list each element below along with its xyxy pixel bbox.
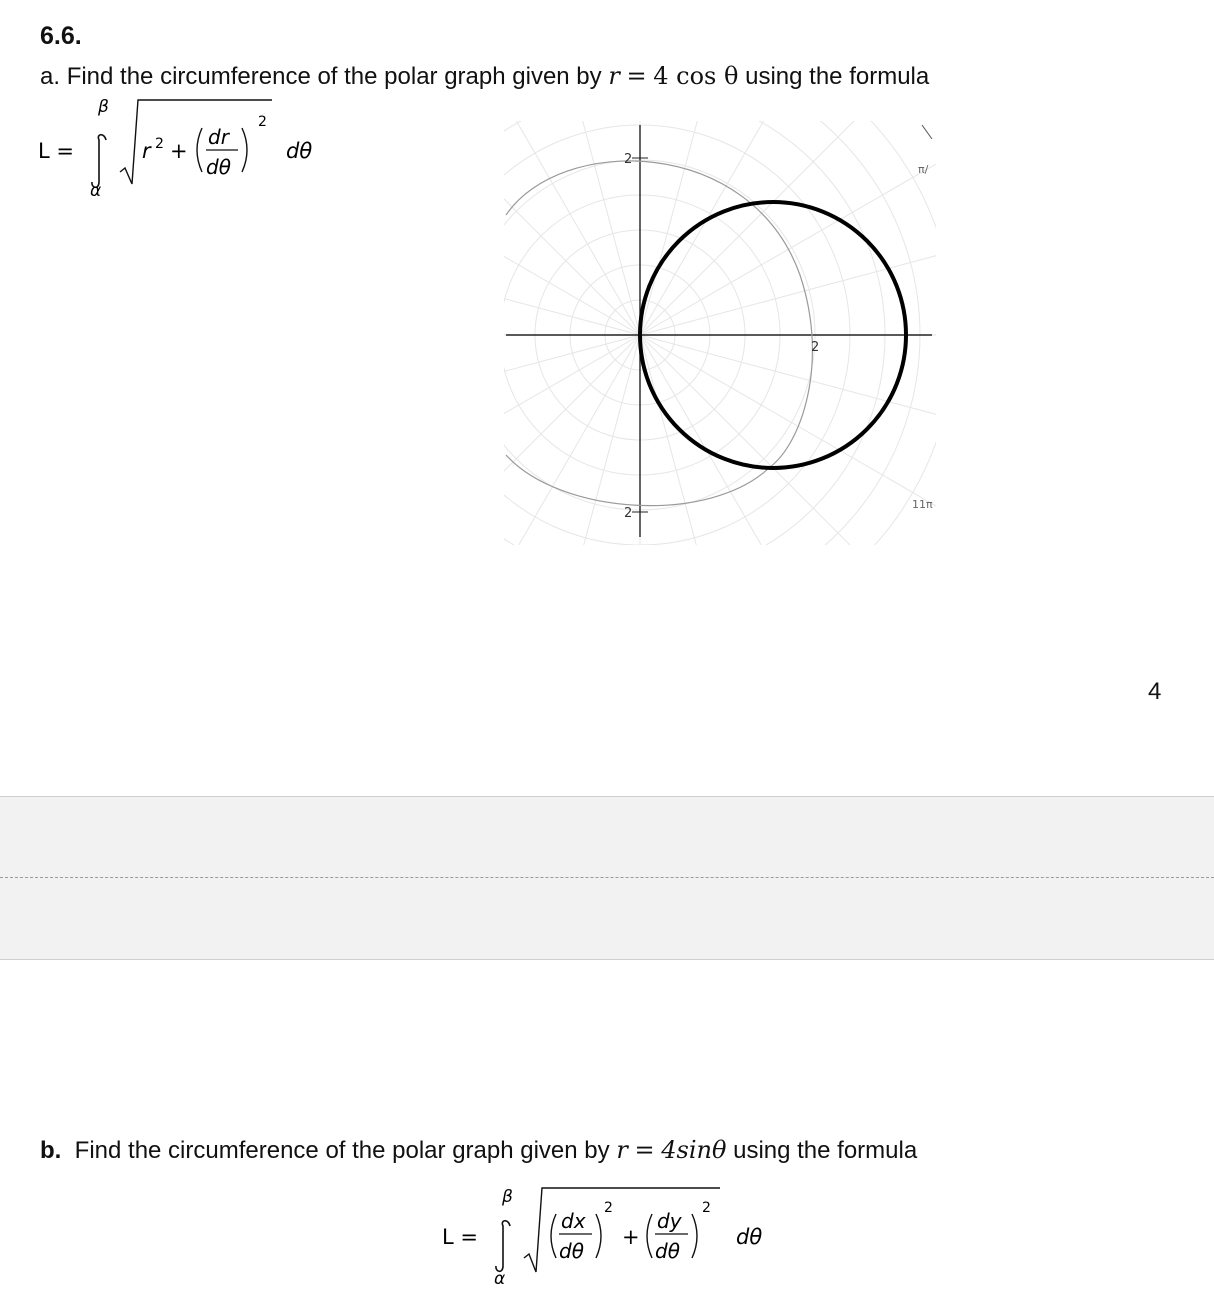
page-break-line <box>0 877 1214 878</box>
integral-sign <box>496 1221 510 1272</box>
lower-limit: α <box>90 181 102 201</box>
right-paren-2 <box>692 1214 697 1258</box>
grid-ray <box>640 335 940 545</box>
plus-sign: + <box>170 139 188 163</box>
polar-grid <box>500 115 940 545</box>
reference-arc <box>506 161 812 506</box>
upper-limit: β <box>98 97 109 117</box>
y-tick-label-top: 2 <box>624 152 633 167</box>
formula-lhs: L = <box>38 139 74 163</box>
grid-ray <box>640 335 940 545</box>
term-r: r <box>142 139 151 163</box>
grid-ring <box>500 115 885 545</box>
right-paren <box>242 128 247 172</box>
part-a-text-before: Find the circumference of the polar graph given by <box>66 63 602 90</box>
y-tick-label-bottom: 2 <box>624 506 633 521</box>
part-a-text-after: using the formula <box>745 63 930 90</box>
grid-ray <box>500 115 640 335</box>
term-r-exp: 2 <box>155 136 164 152</box>
lower-limit: α <box>494 1269 506 1289</box>
upper-limit: β <box>502 1187 513 1207</box>
grid-ray <box>640 115 940 335</box>
part-b-question <box>40 1136 917 1165</box>
left-paren-2 <box>647 1214 652 1258</box>
frac1-exp: 2 <box>604 1200 613 1216</box>
frac-exp: 2 <box>258 114 267 130</box>
part-b-eq-lhs: r <box>616 1136 628 1164</box>
differential: dθ <box>736 1225 763 1249</box>
grid-ray <box>500 115 640 335</box>
frac-num: dr <box>208 125 229 149</box>
frac-den: dθ <box>206 155 231 179</box>
angle-label-top: π/ <box>918 163 929 176</box>
angle-label-bottom: 11π <box>912 498 933 511</box>
part-a-question <box>40 62 929 91</box>
part-b-formula <box>440 1180 780 1290</box>
frac1-den: dθ <box>559 1239 584 1263</box>
differential: dθ <box>286 139 313 163</box>
frac2-exp: 2 <box>702 1200 711 1216</box>
part-b-label: b. <box>40 1137 62 1164</box>
formula-lhs: L = <box>442 1225 478 1249</box>
part-b-eq-sign: = <box>634 1136 655 1164</box>
part-b-text-after: using the formula <box>733 1137 918 1164</box>
part-a-label: a. <box>40 63 61 90</box>
grid-ray <box>640 115 940 335</box>
grid-ray <box>500 115 640 335</box>
frac2-den: dθ <box>655 1239 680 1263</box>
frac1-num: dx <box>561 1209 586 1233</box>
part-b-eq-rhs: 4sinθ <box>661 1136 727 1164</box>
left-paren-1 <box>551 1214 556 1258</box>
plus-sign: + <box>622 1225 640 1249</box>
part-a-eq-lhs: r <box>608 62 620 90</box>
part-a-eq-rhs: 4 cos θ <box>653 62 739 90</box>
grid-ray <box>500 115 640 335</box>
angle-mark-top <box>922 125 932 139</box>
page-break-band <box>0 796 1214 960</box>
grid-ray <box>640 335 940 545</box>
part-b-text-before: Find the circumference of the polar graph given by <box>74 1137 610 1164</box>
x-tick-label: 2 <box>811 340 820 355</box>
grid-ray <box>640 335 795 545</box>
page-number: 4 <box>1148 678 1162 705</box>
frac2-num: dy <box>657 1209 682 1233</box>
right-paren-1 <box>596 1214 601 1258</box>
polar-graph <box>500 115 940 545</box>
grid-ray <box>640 115 940 335</box>
part-a-eq-sign: = <box>626 62 647 90</box>
problem-number: 6.6. <box>40 22 82 50</box>
left-paren <box>197 128 202 172</box>
integral-sign <box>92 135 106 188</box>
part-a-formula <box>36 92 336 204</box>
